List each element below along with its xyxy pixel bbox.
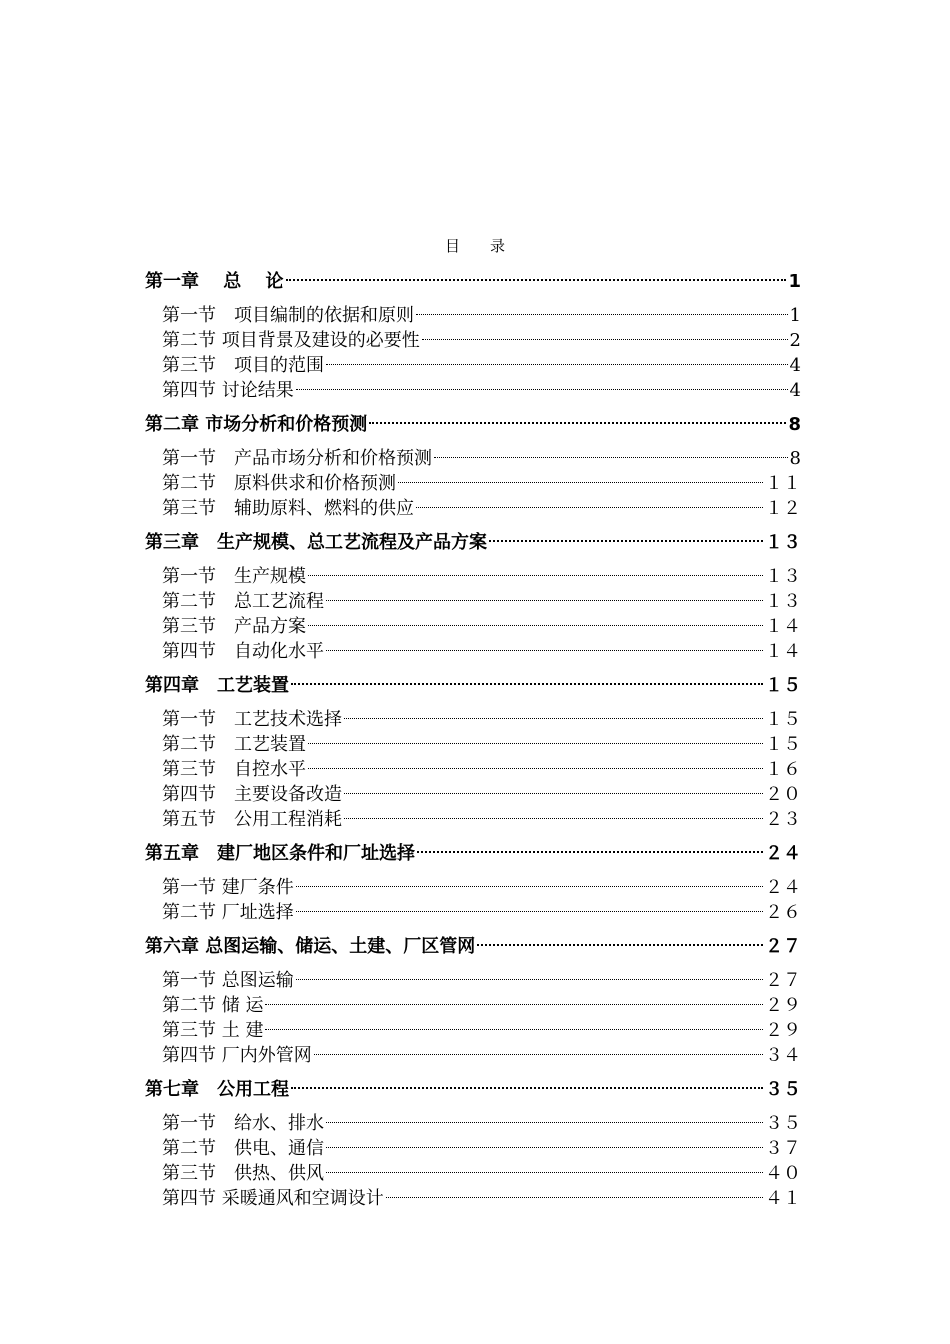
toc-dot-leader xyxy=(326,632,763,657)
toc-entry-label: 第一节 工艺技术选择 xyxy=(162,709,342,730)
toc-dot-leader xyxy=(296,868,763,893)
toc-entry-label: 第四节 讨论结果 xyxy=(162,380,294,401)
toc-dot-leader xyxy=(434,439,788,464)
toc-page-number: ４１ xyxy=(765,1188,801,1209)
toc-chapter-entry[interactable] xyxy=(145,523,801,553)
toc-entry-label: 第二节 原料供求和价格预测 xyxy=(162,473,396,494)
toc-entry-label: 第四节 采暖通风和空调设计 xyxy=(162,1188,384,1209)
toc-chapter-entry[interactable] xyxy=(145,262,801,292)
toc-entry-label: 第一节 生产规模 xyxy=(162,566,306,587)
toc-entry-label: 第二节 工艺装置 xyxy=(162,734,306,755)
toc-dot-leader xyxy=(291,666,763,691)
toc-dot-leader xyxy=(344,800,763,825)
toc-page-number: ３５ xyxy=(765,1113,801,1134)
toc-page-number: １２ xyxy=(765,498,801,519)
toc-entry-label: 第五章 建厂地区条件和厂址选择 xyxy=(145,843,415,864)
toc-page-number: ２６ xyxy=(765,902,801,923)
toc-dot-leader xyxy=(265,1011,763,1036)
toc-dot-leader xyxy=(308,750,763,775)
toc-dot-leader xyxy=(314,1036,763,1061)
toc-page-number: １５ xyxy=(765,709,801,730)
toc-page-number: ３５ xyxy=(765,1079,801,1100)
toc-entry-label: 第三节 辅助原料、燃料的供应 xyxy=(162,498,414,519)
toc-page-number: １４ xyxy=(765,641,801,662)
toc-entry-label: 第二章 市场分析和价格预测 xyxy=(145,414,368,435)
toc-entry-label: 第一节 项目编制的依据和原则 xyxy=(162,305,414,326)
toc-dot-leader xyxy=(369,405,786,430)
toc-page-number: 4 xyxy=(789,380,801,401)
toc-page-number: １３ xyxy=(765,591,801,612)
toc-page-number: ２４ xyxy=(765,843,801,864)
toc-page-number: 4 xyxy=(789,355,801,376)
toc-page-number: １３ xyxy=(765,566,801,587)
toc-dot-leader xyxy=(398,464,763,489)
toc-page-number: 8 xyxy=(789,448,801,469)
toc-dot-leader xyxy=(326,346,788,371)
toc-entry-label: 第四节 厂内外管网 xyxy=(162,1045,312,1066)
toc-entry-label: 第三章 生产规模、总工艺流程及产品方案 xyxy=(145,532,487,553)
toc-dot-leader xyxy=(422,321,788,346)
toc-page-number: ３４ xyxy=(765,1045,801,1066)
toc-entry-label: 第二节 供电、通信 xyxy=(162,1138,324,1159)
toc-dot-leader xyxy=(416,296,788,321)
toc-page-number: ２４ xyxy=(765,877,801,898)
toc-entry-label: 第四节 主要设备改造 xyxy=(162,784,342,805)
toc-entry-label: 第二节 总工艺流程 xyxy=(162,591,324,612)
toc-dot-leader xyxy=(265,986,763,1011)
toc-page-number: １５ xyxy=(765,734,801,755)
toc-entry-label: 第五节 公用工程消耗 xyxy=(162,809,342,830)
toc-page-number: 1 xyxy=(789,305,801,326)
toc-dot-leader xyxy=(416,489,763,514)
toc-chapter-entry[interactable] xyxy=(145,1070,801,1100)
toc-dot-leader xyxy=(417,834,763,859)
toc-chapter-entry[interactable] xyxy=(145,666,801,696)
toc-page-number: １１ xyxy=(765,473,801,494)
toc-dot-leader xyxy=(344,775,763,800)
toc-section-entry[interactable] xyxy=(145,296,801,326)
toc-entry-label: 第一章 总 论 xyxy=(145,271,284,292)
toc-page-number: １６ xyxy=(765,759,801,780)
toc-page-number: ２０ xyxy=(765,784,801,805)
toc-entry-label: 第三节 自控水平 xyxy=(162,759,306,780)
toc-page-number: ３７ xyxy=(765,1138,801,1159)
toc-page-number: ２９ xyxy=(765,995,801,1016)
toc-dot-leader xyxy=(308,725,763,750)
toc-entry-label: 第一节 产品市场分析和价格预测 xyxy=(162,448,432,469)
toc-entry-label: 第三节 供热、供风 xyxy=(162,1163,324,1184)
toc-chapter-entry[interactable] xyxy=(145,927,801,957)
toc-dot-leader xyxy=(326,1154,763,1179)
toc-page-number: ２７ xyxy=(765,970,801,991)
toc-dot-leader xyxy=(308,607,763,632)
toc-dot-leader xyxy=(326,1104,763,1129)
toc-entry-label: 第一节 建厂条件 xyxy=(162,877,294,898)
toc-page-number: ４０ xyxy=(765,1163,801,1184)
toc-dot-leader xyxy=(286,262,787,287)
toc-section-entry[interactable] xyxy=(145,1104,801,1134)
toc-entry-label: 第二节 项目背景及建设的必要性 xyxy=(162,330,420,351)
toc-chapter-entry[interactable] xyxy=(145,834,801,864)
toc-entry-label: 第四章 工艺装置 xyxy=(145,675,289,696)
toc-page-number: ２３ xyxy=(765,809,801,830)
toc-section-entry[interactable] xyxy=(145,439,801,469)
toc-chapter-entry[interactable] xyxy=(145,405,801,435)
toc-title: 目录 xyxy=(444,237,535,255)
toc-dot-leader xyxy=(326,582,763,607)
toc-dot-leader xyxy=(326,1129,763,1154)
toc-section-entry[interactable] xyxy=(145,700,801,730)
toc-section-entry[interactable] xyxy=(145,557,801,587)
toc-dot-leader xyxy=(386,1179,763,1204)
toc-page-number: １５ xyxy=(765,675,801,696)
toc-entry-label: 第四节 自动化水平 xyxy=(162,641,324,662)
toc-entry-label: 第一节 给水、排水 xyxy=(162,1113,324,1134)
toc-page-number: １３ xyxy=(765,532,801,553)
toc-entry-label: 第二节 储 运 xyxy=(162,995,264,1016)
toc-dot-leader xyxy=(296,371,788,396)
toc-entry-label: 第三节 产品方案 xyxy=(162,616,306,637)
toc-page-number: ２７ xyxy=(765,936,801,957)
toc-page-number: 8 xyxy=(788,414,801,435)
toc-entry-label: 第一节 总图运输 xyxy=(162,970,294,991)
toc-page-number: １４ xyxy=(765,616,801,637)
toc-section-entry[interactable] xyxy=(145,961,801,991)
toc-page-number: ２９ xyxy=(765,1020,801,1041)
toc-dot-leader xyxy=(489,523,763,548)
toc-entry-label: 第七章 公用工程 xyxy=(145,1079,289,1100)
toc-entry-label: 第三节 土 建 xyxy=(162,1020,264,1041)
toc-list xyxy=(145,262,801,1209)
toc-entry-label: 第三节 项目的范围 xyxy=(162,355,324,376)
toc-dot-leader xyxy=(344,700,763,725)
toc-entry-label: 第六章 总图运输、储运、土建、厂区管网 xyxy=(145,936,476,957)
toc-page-number: 2 xyxy=(789,330,801,351)
toc-section-entry[interactable] xyxy=(145,868,801,898)
toc-dot-leader xyxy=(308,557,763,582)
toc-dot-leader xyxy=(296,961,763,986)
toc-dot-leader xyxy=(291,1070,763,1095)
toc-dot-leader xyxy=(296,893,763,918)
toc-page-number: 1 xyxy=(788,271,801,292)
toc-entry-label: 第二节 厂址选择 xyxy=(162,902,294,923)
toc-dot-leader xyxy=(477,927,763,952)
